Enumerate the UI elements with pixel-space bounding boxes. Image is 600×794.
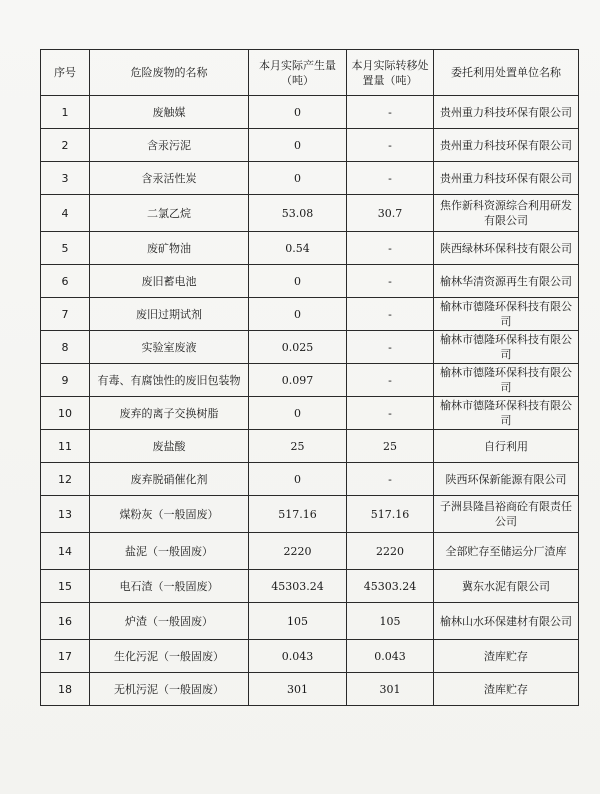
- row-seq-cell: 3: [41, 162, 90, 195]
- row-transferred-cell: 25: [347, 430, 434, 463]
- row-seq-cell: 7: [41, 298, 90, 331]
- row-unit-cell: 贵州重力科技环保有限公司: [434, 96, 579, 129]
- row-seq-cell: 5: [41, 232, 90, 265]
- row-unit-cell: 渣库贮存: [434, 640, 579, 673]
- row-unit-cell: 子洲县隆昌裕商砼有限责任公司: [434, 496, 579, 533]
- header-unit: 委托利用处置单位名称: [434, 50, 579, 96]
- row-produced-cell: 25: [249, 430, 347, 463]
- row-unit-cell: 榆林华清资源再生有限公司: [434, 265, 579, 298]
- row-name-cell: 电石渣（一般固废）: [90, 570, 249, 603]
- row-produced-cell: 301: [249, 673, 347, 706]
- row-produced-cell: 0: [249, 162, 347, 195]
- row-transferred-cell: -: [347, 331, 434, 364]
- row-unit-cell: 陕西绿林环保科技有限公司: [434, 232, 579, 265]
- row-unit-cell: 全部贮存至储运分厂渣库: [434, 533, 579, 570]
- row-seq-cell: 9: [41, 364, 90, 397]
- table-row: [41, 265, 579, 298]
- row-transferred-cell: -: [347, 96, 434, 129]
- row-transferred-cell: -: [347, 232, 434, 265]
- row-produced-cell: 0: [249, 397, 347, 430]
- row-seq-cell: 11: [41, 430, 90, 463]
- row-name-cell: 炉渣（一般固废）: [90, 603, 249, 640]
- row-seq-cell: 15: [41, 570, 90, 603]
- row-transferred-cell: 0.043: [347, 640, 434, 673]
- row-seq-cell: 14: [41, 533, 90, 570]
- row-produced-cell: 2220: [249, 533, 347, 570]
- row-produced-cell: 0.025: [249, 331, 347, 364]
- table-row: [41, 533, 579, 570]
- row-unit-cell: 贵州重力科技环保有限公司: [434, 129, 579, 162]
- row-name-cell: 实验室废液: [90, 331, 249, 364]
- table-row: [41, 298, 579, 331]
- row-unit-cell: 陕西环保新能源有限公司: [434, 463, 579, 496]
- table-row: [41, 96, 579, 129]
- row-name-cell: 废旧蓄电池: [90, 265, 249, 298]
- table-row: [41, 673, 579, 706]
- row-transferred-cell: -: [347, 129, 434, 162]
- row-name-cell: 含汞污泥: [90, 129, 249, 162]
- row-produced-cell: 0.097: [249, 364, 347, 397]
- row-transferred-cell: -: [347, 364, 434, 397]
- table-row: [41, 364, 579, 397]
- table-row: [41, 232, 579, 265]
- table-body: [41, 96, 579, 706]
- row-name-cell: 废触媒: [90, 96, 249, 129]
- row-name-cell: 盐泥（一般固废）: [90, 533, 249, 570]
- row-transferred-cell: 2220: [347, 533, 434, 570]
- row-produced-cell: 0: [249, 298, 347, 331]
- row-unit-cell: 渣库贮存: [434, 673, 579, 706]
- row-unit-cell: 榆林市德隆环保科技有限公司: [434, 397, 579, 430]
- header-produced: 本月实际产生量（吨）: [249, 50, 347, 96]
- row-transferred-cell: -: [347, 463, 434, 496]
- row-transferred-cell: 30.7: [347, 195, 434, 232]
- row-name-cell: 废矿物油: [90, 232, 249, 265]
- row-name-cell: 含汞活性炭: [90, 162, 249, 195]
- table-header-row: [41, 50, 579, 96]
- row-name-cell: 废旧过期试剂: [90, 298, 249, 331]
- row-unit-cell: 榆林市德隆环保科技有限公司: [434, 331, 579, 364]
- row-produced-cell: 517.16: [249, 496, 347, 533]
- row-seq-cell: 2: [41, 129, 90, 162]
- row-unit-cell: 焦作新科资源综合利用研发有限公司: [434, 195, 579, 232]
- row-name-cell: 二氯乙烷: [90, 195, 249, 232]
- header-transferred: 本月实际转移处置量（吨）: [347, 50, 434, 96]
- row-transferred-cell: 301: [347, 673, 434, 706]
- row-produced-cell: 53.08: [249, 195, 347, 232]
- table-row: [41, 570, 579, 603]
- row-produced-cell: 105: [249, 603, 347, 640]
- table-row: [41, 496, 579, 533]
- row-produced-cell: 0: [249, 129, 347, 162]
- row-seq-cell: 6: [41, 265, 90, 298]
- row-name-cell: 生化污泥（一般固废）: [90, 640, 249, 673]
- row-unit-cell: 自行利用: [434, 430, 579, 463]
- row-transferred-cell: -: [347, 162, 434, 195]
- row-seq-cell: 4: [41, 195, 90, 232]
- row-transferred-cell: 517.16: [347, 496, 434, 533]
- header-seq: 序号: [41, 50, 90, 96]
- row-transferred-cell: 105: [347, 603, 434, 640]
- row-unit-cell: 榆林市德隆环保科技有限公司: [434, 364, 579, 397]
- row-seq-cell: 1: [41, 96, 90, 129]
- table-row: [41, 195, 579, 232]
- table-row: [41, 640, 579, 673]
- hazardous-waste-table: [40, 49, 579, 706]
- table-row: [41, 603, 579, 640]
- row-transferred-cell: -: [347, 298, 434, 331]
- row-name-cell: 废弃脱硝催化剂: [90, 463, 249, 496]
- row-produced-cell: 0: [249, 265, 347, 298]
- row-transferred-cell: -: [347, 397, 434, 430]
- row-seq-cell: 17: [41, 640, 90, 673]
- row-produced-cell: 45303.24: [249, 570, 347, 603]
- row-unit-cell: 冀东水泥有限公司: [434, 570, 579, 603]
- row-seq-cell: 10: [41, 397, 90, 430]
- table-row: [41, 162, 579, 195]
- row-transferred-cell: 45303.24: [347, 570, 434, 603]
- header-name: 危险废物的名称: [90, 50, 249, 96]
- row-seq-cell: 12: [41, 463, 90, 496]
- table-row: [41, 397, 579, 430]
- row-unit-cell: 榆林市德隆环保科技有限公司: [434, 298, 579, 331]
- row-name-cell: 废盐酸: [90, 430, 249, 463]
- row-produced-cell: 0: [249, 96, 347, 129]
- row-seq-cell: 13: [41, 496, 90, 533]
- row-transferred-cell: -: [347, 265, 434, 298]
- row-unit-cell: 贵州重力科技环保有限公司: [434, 162, 579, 195]
- row-unit-cell: 榆林山水环保建材有限公司: [434, 603, 579, 640]
- row-seq-cell: 18: [41, 673, 90, 706]
- row-produced-cell: 0: [249, 463, 347, 496]
- table-row: [41, 463, 579, 496]
- row-produced-cell: 0.043: [249, 640, 347, 673]
- table-row: [41, 331, 579, 364]
- row-name-cell: 无机污泥（一般固废）: [90, 673, 249, 706]
- row-name-cell: 废弃的离子交换树脂: [90, 397, 249, 430]
- row-name-cell: 有毒、有腐蚀性的废旧包装物: [90, 364, 249, 397]
- table-row: [41, 430, 579, 463]
- row-seq-cell: 16: [41, 603, 90, 640]
- table-row: [41, 129, 579, 162]
- row-seq-cell: 8: [41, 331, 90, 364]
- row-name-cell: 煤粉灰（一般固废）: [90, 496, 249, 533]
- row-produced-cell: 0.54: [249, 232, 347, 265]
